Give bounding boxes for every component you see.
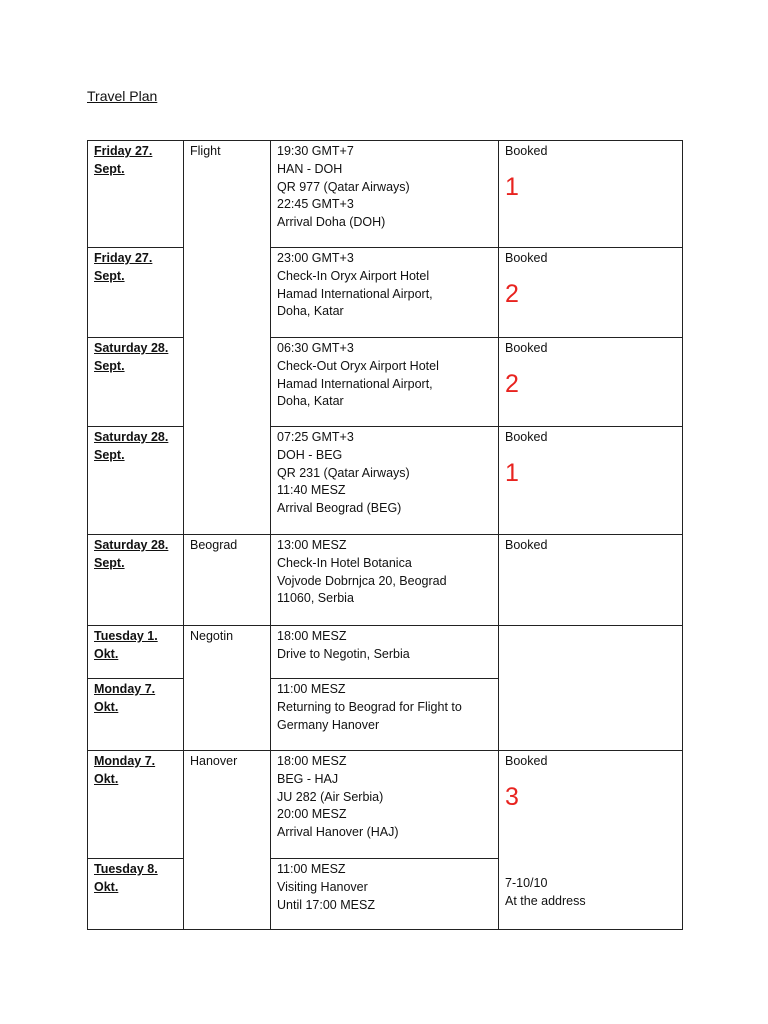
status-label: Booked <box>505 754 548 768</box>
category-cell-hanover: Hanover <box>184 751 271 930</box>
table-row <box>88 751 683 859</box>
status-label: Booked <box>505 430 548 444</box>
category-cell-beograd: Beograd <box>184 535 271 626</box>
category-cell-negotin: Negotin <box>184 626 271 751</box>
details-cell: 18:00 MESZ Drive to Negotin, Serbia <box>271 626 499 679</box>
date-cell: Saturday 28. Sept. <box>88 535 184 626</box>
table-row <box>88 626 683 679</box>
date-cell: Friday 27. Sept. <box>88 141 184 248</box>
details-cell: 11:00 MESZ Visiting Hanover Until 17:00 MESZ <box>271 859 499 930</box>
booking-number: 2 <box>505 370 519 398</box>
status-cell-empty <box>499 626 683 751</box>
status-cell <box>499 248 683 338</box>
details-cell: 11:00 MESZ Returning to Beograd for Flight to Germany Hanover <box>271 679 499 751</box>
status-label: Booked <box>505 341 548 355</box>
date-cell: Tuesday 1. Okt. <box>88 626 184 679</box>
booking-number: 3 <box>505 783 519 811</box>
details-cell: 06:30 GMT+3 Check-Out Oryx Airport Hotel Hamad International Airport, Doha, Katar <box>271 338 499 427</box>
status-cell <box>499 535 683 626</box>
table-row <box>88 338 683 427</box>
details-cell: 07:25 GMT+3 DOH - BEG QR 231 (Qatar Airways) 11:40 MESZ Arrival Beograd (BEG) <box>271 427 499 535</box>
table-row <box>88 141 683 248</box>
category-cell-flight: Flight <box>184 141 271 535</box>
date-cell: Saturday 28. Sept. <box>88 427 184 535</box>
details-cell: 19:30 GMT+7 HAN - DOH QR 977 (Qatar Airways) 22:45 GMT+3 Arrival Doha (DOH) <box>271 141 499 248</box>
date-cell: Saturday 28. Sept. <box>88 338 184 427</box>
date-cell: Monday 7. Okt. <box>88 679 184 751</box>
table-row <box>88 248 683 338</box>
details-cell: 18:00 MESZ BEG - HAJ JU 282 (Air Serbia) 20:00 MESZ Arrival Hanover (HAJ) <box>271 751 499 859</box>
status-cell <box>499 338 683 427</box>
date-cell: Friday 27. Sept. <box>88 248 184 338</box>
status-label: Booked <box>505 538 548 552</box>
status-label: Booked <box>505 144 548 158</box>
status-cell <box>499 427 683 535</box>
booking-number: 2 <box>505 280 519 308</box>
date-cell: Tuesday 8. Okt. <box>88 859 184 930</box>
details-cell: 23:00 GMT+3 Check-In Oryx Airport Hotel Hamad International Airport, Doha, Katar <box>271 248 499 338</box>
date-cell: Monday 7. Okt. <box>88 751 184 859</box>
details-cell: 13:00 MESZ Check-In Hotel Botanica Vojvode Dobrnjca 20, Beograd 11060, Serbia <box>271 535 499 626</box>
booking-number: 1 <box>505 173 519 201</box>
travel-plan-table <box>87 140 683 930</box>
status-label: Booked <box>505 251 548 265</box>
document-title: Travel Plan <box>87 88 158 104</box>
table-row <box>88 427 683 535</box>
booking-number: 1 <box>505 459 519 487</box>
hanover-note: 7-10/10 At the address <box>505 876 586 909</box>
status-cell <box>499 141 683 248</box>
status-cell <box>499 751 683 930</box>
table-row <box>88 535 683 626</box>
